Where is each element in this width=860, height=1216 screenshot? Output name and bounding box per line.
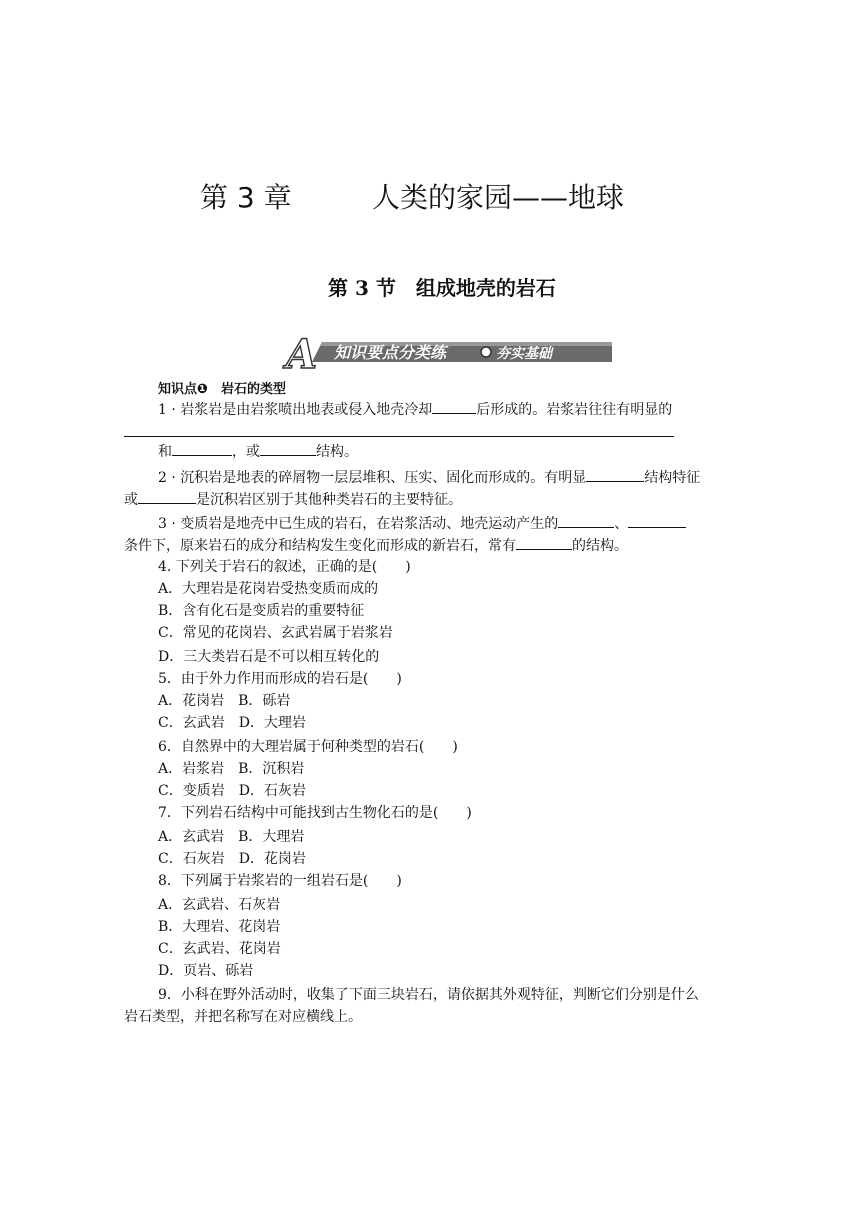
question-6-options-ab: A．岩浆岩 B．沉积岩 <box>158 761 305 777</box>
knowledge-point-label: 知识点❶ 岩石的类型 <box>158 382 287 397</box>
question-7-options-ab: A．玄武岩 B．大理岩 <box>158 829 305 845</box>
q3-text-d: 的结构。 <box>572 538 628 554</box>
q1-text-b: 后形成的。岩浆岩往往有明显的 <box>476 402 673 418</box>
question-8-option-d: D．页岩、砾岩 <box>158 963 254 979</box>
question-1-line-1 <box>158 398 672 421</box>
question-8-option-c: C．玄武岩、花岗岩 <box>158 941 281 957</box>
question-8-stem: 8．下列属于岩浆岩的一组岩石是( ) <box>158 873 402 889</box>
q3-blank-3 <box>516 534 572 550</box>
question-4-option-d: D．三大类岩石是不可以相互转化的 <box>158 649 380 665</box>
question-2-line-1 <box>158 466 700 489</box>
q1-answer-rule <box>124 436 674 437</box>
question-8-option-b: B．大理岩、花岗岩 <box>158 919 281 935</box>
q1-blank-2 <box>172 440 232 456</box>
question-4-stem: 4. 下列关于岩石的叙述，正确的是( ) <box>158 559 411 575</box>
q3-text-c: 条件下，原来岩石的成分和结构发生变化而形成的新岩石，常有 <box>124 538 516 554</box>
q2-text-b: 结构特征 <box>644 470 701 486</box>
q3-blank-1 <box>558 512 614 528</box>
question-7-options-cd: C．石灰岩 D．花岗岩 <box>158 851 306 867</box>
question-5-stem: 5．由于外力作用而形成的岩石是( ) <box>158 671 402 687</box>
section-title: 第 3 节 组成地壳的岩石 <box>328 276 556 300</box>
q1-text-a: 1 · 岩浆岩是由岩浆喷出地表或侵入地壳冷却 <box>158 402 433 418</box>
q2-text-a: 2 · 沉积岩是地表的碎屑物一层层堆积、压实、固化而形成的。有明显 <box>158 470 587 486</box>
section-banner <box>282 334 618 372</box>
question-5-options-cd: C．玄武岩 D．大理岩 <box>158 715 306 731</box>
question-3-line-2 <box>124 534 628 557</box>
question-4-option-a: A．大理岩是花岗岩受热变质而成的 <box>158 581 379 597</box>
banner-main-text: 知识要点分类练 <box>334 343 447 362</box>
question-3-line-1 <box>158 512 686 535</box>
question-4-option-b: B．含有化石是变质岩的重要特征 <box>158 603 365 619</box>
question-7-stem: 7．下列岩石结构中可能找到古生物化石的是( ) <box>158 805 472 821</box>
chapter-number: 第 3 章 <box>200 181 292 214</box>
banner-letter: A <box>286 334 318 372</box>
q2-blank-1 <box>586 466 644 482</box>
q3-text-a: 3 · 变质岩是地壳中已生成的岩石，在岩浆活动、地壳运动产生的 <box>158 516 559 532</box>
q2-blank-2 <box>138 488 196 504</box>
q3-text-b: 、 <box>614 516 629 532</box>
q2-text-c: 或 <box>124 492 138 508</box>
q1-blank-3 <box>260 440 316 456</box>
question-9-line-1: 9．小科在野外活动时，收集了下面三块岩石，请依据其外观特征，判断它们分别是什么 <box>158 987 699 1003</box>
question-4-option-c: C．常见的花岗岩、玄武岩属于岩浆岩 <box>158 625 393 641</box>
banner-dot-icon <box>481 347 491 357</box>
question-6-options-cd: C．变质岩 D．石灰岩 <box>158 783 306 799</box>
q1-text-e: 结构。 <box>316 444 358 460</box>
q1-text-d: ，或 <box>232 444 260 460</box>
q2-text-d: 是沉积岩区别于其他种类岩石的主要特征。 <box>196 492 462 508</box>
banner-sub-text: 夯实基础 <box>496 346 552 362</box>
chapter-title: 人类的家园——地球 <box>372 181 625 214</box>
question-5-options-ab: A．花岗岩 B．砾岩 <box>158 693 291 709</box>
question-2-line-2 <box>124 488 462 511</box>
question-9-line-2: 岩石类型，并把名称写在对应横线上。 <box>124 1009 362 1025</box>
q1-text-c: 和 <box>158 444 172 460</box>
q1-blank-1 <box>432 398 476 414</box>
question-6-stem: 6．自然界中的大理岩属于何种类型的岩石( ) <box>158 739 458 755</box>
question-1-line-2 <box>158 440 358 463</box>
question-8-option-a: A．玄武岩、石灰岩 <box>158 897 281 913</box>
q3-blank-2 <box>628 512 686 528</box>
